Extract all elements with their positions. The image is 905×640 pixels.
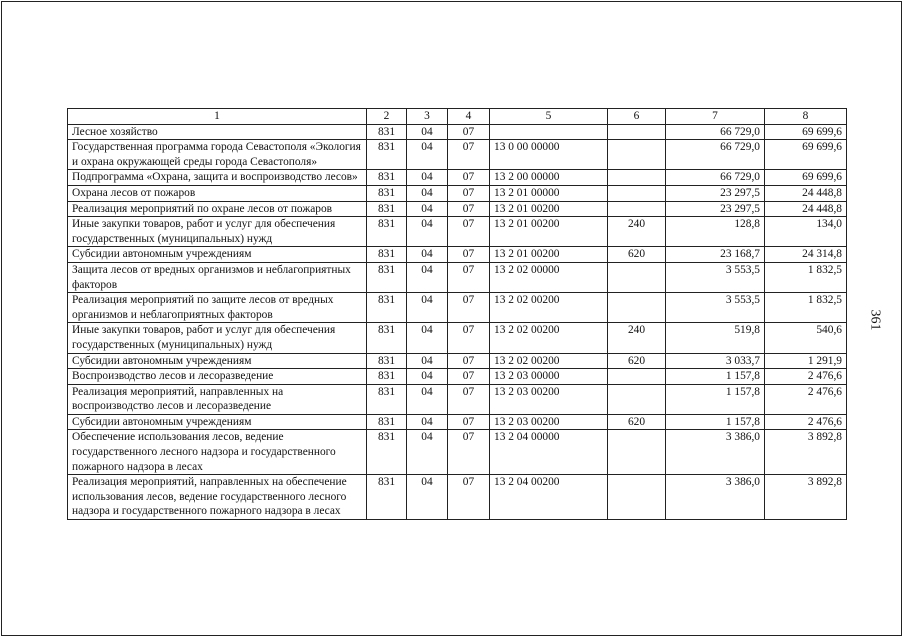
amount-year1-cell: 23 297,5: [666, 185, 765, 201]
row-name-cell: Реализация мероприятий по защите лесов от вредных организмов и неблагоприятных факторов: [68, 293, 367, 323]
section-code-cell: 04: [407, 293, 448, 323]
expense-type-cell: 620: [608, 353, 666, 369]
table-row: [68, 170, 847, 186]
table-body: [68, 124, 847, 519]
target-article-cell: 13 2 02 00200: [490, 323, 608, 353]
expense-type-cell: [608, 185, 666, 201]
grbs-code-cell: 831: [367, 414, 407, 430]
subsection-code-cell: 07: [448, 247, 490, 263]
row-name-cell: Иные закупки товаров, работ и услуг для обеспечения государственных (муниципальных) нужд: [68, 217, 367, 247]
amount-year2-cell: 3 892,8: [765, 430, 847, 475]
amount-year2-cell: 69 699,6: [765, 170, 847, 186]
target-article-cell: 13 2 03 00200: [490, 414, 608, 430]
grbs-code-cell: 831: [367, 170, 407, 186]
grbs-code-cell: 831: [367, 124, 407, 140]
subsection-code-cell: 07: [448, 170, 490, 186]
expense-type-cell: [608, 293, 666, 323]
subsection-code-cell: 07: [448, 124, 490, 140]
expense-type-cell: 620: [608, 247, 666, 263]
grbs-code-cell: 831: [367, 262, 407, 292]
amount-year1-cell: 519,8: [666, 323, 765, 353]
table-header-row: [68, 109, 847, 125]
target-article-cell: 13 2 04 00200: [490, 475, 608, 520]
subsection-code-cell: 07: [448, 201, 490, 217]
table-row: [68, 430, 847, 475]
amount-year2-cell: 1 832,5: [765, 262, 847, 292]
grbs-code-cell: 831: [367, 323, 407, 353]
target-article-cell: 13 2 02 00200: [490, 293, 608, 323]
table-row: [68, 384, 847, 414]
grbs-code-cell: 831: [367, 384, 407, 414]
header-cell: 4: [448, 109, 490, 125]
section-code-cell: 04: [407, 414, 448, 430]
expense-type-cell: 240: [608, 217, 666, 247]
expense-type-cell: [608, 124, 666, 140]
expense-type-cell: [608, 384, 666, 414]
amount-year1-cell: 3 033,7: [666, 353, 765, 369]
grbs-code-cell: 831: [367, 201, 407, 217]
row-name-cell: Субсидии автономным учреждениям: [68, 414, 367, 430]
target-article-cell: 13 0 00 00000: [490, 140, 608, 170]
row-name-cell: Лесное хозяйство: [68, 124, 367, 140]
amount-year2-cell: 24 314,8: [765, 247, 847, 263]
table-row: [68, 201, 847, 217]
amount-year1-cell: 23 168,7: [666, 247, 765, 263]
table-row: [68, 369, 847, 385]
amount-year2-cell: 69 699,6: [765, 124, 847, 140]
section-code-cell: 04: [407, 353, 448, 369]
amount-year1-cell: 128,8: [666, 217, 765, 247]
grbs-code-cell: 831: [367, 369, 407, 385]
header-cell: 5: [490, 109, 608, 125]
target-article-cell: 13 2 04 00000: [490, 430, 608, 475]
grbs-code-cell: 831: [367, 247, 407, 263]
section-code-cell: 04: [407, 369, 448, 385]
table-row: [68, 323, 847, 353]
section-code-cell: 04: [407, 170, 448, 186]
amount-year1-cell: 66 729,0: [666, 170, 765, 186]
amount-year2-cell: 24 448,8: [765, 201, 847, 217]
section-code-cell: 04: [407, 384, 448, 414]
grbs-code-cell: 831: [367, 140, 407, 170]
subsection-code-cell: 07: [448, 353, 490, 369]
target-article-cell: 13 2 02 00200: [490, 353, 608, 369]
table-row: [68, 140, 847, 170]
section-code-cell: 04: [407, 185, 448, 201]
grbs-code-cell: 831: [367, 185, 407, 201]
subsection-code-cell: 07: [448, 293, 490, 323]
amount-year1-cell: 1 157,8: [666, 414, 765, 430]
table-row: [68, 262, 847, 292]
header-cell: 3: [407, 109, 448, 125]
expense-type-cell: 240: [608, 323, 666, 353]
row-name-cell: Реализация мероприятий, направленных на воспроизводство лесов и лесоразведение: [68, 384, 367, 414]
row-name-cell: Государственная программа города Севастополя «Экология и охрана окружающей среды города Севастополя»: [68, 140, 367, 170]
row-name-cell: Защита лесов от вредных организмов и неблагоприятных факторов: [68, 262, 367, 292]
amount-year1-cell: 3 553,5: [666, 293, 765, 323]
page-number: 361: [867, 309, 883, 331]
section-code-cell: 04: [407, 140, 448, 170]
subsection-code-cell: 07: [448, 414, 490, 430]
expense-type-cell: [608, 262, 666, 292]
row-name-cell: Субсидии автономным учреждениям: [68, 353, 367, 369]
row-name-cell: Реализация мероприятий по охране лесов от пожаров: [68, 201, 367, 217]
amount-year1-cell: 3 386,0: [666, 430, 765, 475]
amount-year2-cell: 2 476,6: [765, 414, 847, 430]
target-article-cell: [490, 124, 608, 140]
subsection-code-cell: 07: [448, 384, 490, 414]
subsection-code-cell: 07: [448, 262, 490, 292]
table-row: [68, 124, 847, 140]
section-code-cell: 04: [407, 430, 448, 475]
amount-year1-cell: 66 729,0: [666, 124, 765, 140]
grbs-code-cell: 831: [367, 293, 407, 323]
header-cell: 2: [367, 109, 407, 125]
expense-type-cell: [608, 201, 666, 217]
header-cell: 6: [608, 109, 666, 125]
table-row: [68, 353, 847, 369]
subsection-code-cell: 07: [448, 323, 490, 353]
target-article-cell: 13 2 02 00000: [490, 262, 608, 292]
table-row: [68, 247, 847, 263]
table-row: [68, 293, 847, 323]
subsection-code-cell: 07: [448, 185, 490, 201]
section-code-cell: 04: [407, 475, 448, 520]
budget-table: [67, 108, 847, 520]
amount-year2-cell: 2 476,6: [765, 369, 847, 385]
amount-year2-cell: 1 291,9: [765, 353, 847, 369]
section-code-cell: 04: [407, 124, 448, 140]
grbs-code-cell: 831: [367, 430, 407, 475]
row-name-cell: Подпрограмма «Охрана, защита и воспроизводство лесов»: [68, 170, 367, 186]
header-cell: 7: [666, 109, 765, 125]
row-name-cell: Охрана лесов от пожаров: [68, 185, 367, 201]
target-article-cell: 13 2 03 00200: [490, 384, 608, 414]
amount-year2-cell: 3 892,8: [765, 475, 847, 520]
amount-year1-cell: 1 157,8: [666, 369, 765, 385]
grbs-code-cell: 831: [367, 217, 407, 247]
section-code-cell: 04: [407, 323, 448, 353]
target-article-cell: 13 2 01 00200: [490, 247, 608, 263]
amount-year1-cell: 66 729,0: [666, 140, 765, 170]
header-cell: 8: [765, 109, 847, 125]
row-name-cell: Реализация мероприятий, направленных на обеспечение использования лесов, ведение государственного лесного надзора и государственного пожарного надзора в лесах: [68, 475, 367, 520]
expense-type-cell: [608, 369, 666, 385]
amount-year2-cell: 69 699,6: [765, 140, 847, 170]
row-name-cell: Субсидии автономным учреждениям: [68, 247, 367, 263]
expense-type-cell: [608, 430, 666, 475]
table-row: [68, 185, 847, 201]
table-row: [68, 414, 847, 430]
expense-type-cell: [608, 170, 666, 186]
amount-year1-cell: 3 386,0: [666, 475, 765, 520]
target-article-cell: 13 2 01 00000: [490, 185, 608, 201]
subsection-code-cell: 07: [448, 475, 490, 520]
amount-year1-cell: 3 553,5: [666, 262, 765, 292]
amount-year2-cell: 134,0: [765, 217, 847, 247]
amount-year2-cell: 2 476,6: [765, 384, 847, 414]
row-name-cell: Иные закупки товаров, работ и услуг для обеспечения государственных (муниципальных) нужд: [68, 323, 367, 353]
subsection-code-cell: 07: [448, 430, 490, 475]
section-code-cell: 04: [407, 201, 448, 217]
expense-type-cell: [608, 475, 666, 520]
subsection-code-cell: 07: [448, 140, 490, 170]
target-article-cell: 13 2 01 00200: [490, 217, 608, 247]
section-code-cell: 04: [407, 247, 448, 263]
section-code-cell: 04: [407, 217, 448, 247]
expense-type-cell: 620: [608, 414, 666, 430]
table-row: [68, 217, 847, 247]
target-article-cell: 13 2 00 00000: [490, 170, 608, 186]
amount-year1-cell: 1 157,8: [666, 384, 765, 414]
target-article-cell: 13 2 01 00200: [490, 201, 608, 217]
grbs-code-cell: 831: [367, 475, 407, 520]
subsection-code-cell: 07: [448, 217, 490, 247]
subsection-code-cell: 07: [448, 369, 490, 385]
amount-year1-cell: 23 297,5: [666, 201, 765, 217]
header-cell: 1: [68, 109, 367, 125]
row-name-cell: Воспроизводство лесов и лесоразведение: [68, 369, 367, 385]
grbs-code-cell: 831: [367, 353, 407, 369]
amount-year2-cell: 24 448,8: [765, 185, 847, 201]
table-row: [68, 475, 847, 520]
section-code-cell: 04: [407, 262, 448, 292]
row-name-cell: Обеспечение использования лесов, ведение государственного лесного надзора и государственного пожарного надзора в лесах: [68, 430, 367, 475]
amount-year2-cell: 1 832,5: [765, 293, 847, 323]
expense-type-cell: [608, 140, 666, 170]
amount-year2-cell: 540,6: [765, 323, 847, 353]
target-article-cell: 13 2 03 00000: [490, 369, 608, 385]
